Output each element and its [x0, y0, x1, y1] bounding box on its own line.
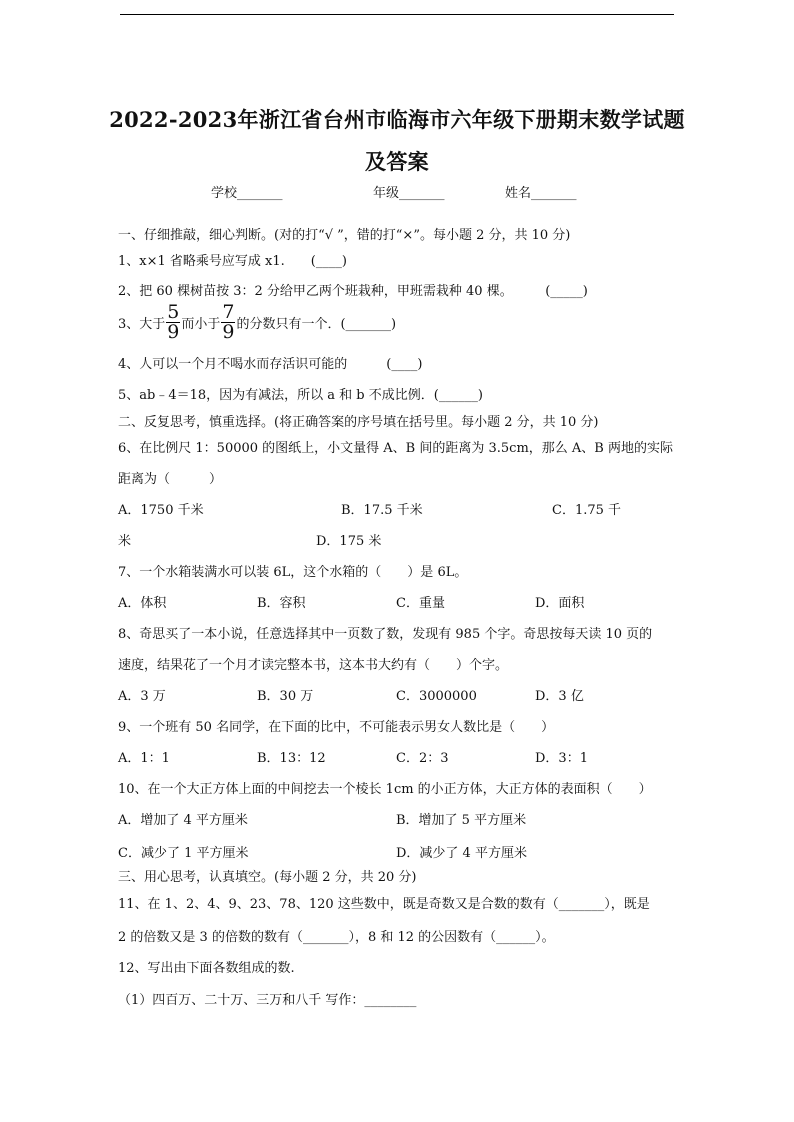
q3-prefix: 3、大于 — [118, 317, 166, 332]
q10-option-d: D．减少了 4 平方厘米 — [396, 846, 527, 861]
name-field: 姓名_______ — [505, 186, 577, 201]
q7-option-d: D．面积 — [535, 596, 585, 611]
q3-middle: 而小于 — [181, 317, 221, 332]
question-1: 1、x×1 省略乘号应写成 x1. (____) — [118, 254, 347, 269]
question-11-line2: 2 的倍数又是 3 的倍数的数有（_______），8 和 12 的公因数有（______）。 — [118, 930, 555, 945]
q9-option-d: D．3：1 — [535, 751, 588, 766]
question-3 — [118, 303, 396, 342]
q8-option-c: C．3000000 — [396, 689, 477, 704]
question-11-line1: 11、在 1、2、4、9、23、78、120 这些数中，既是奇数又是合数的数有（_______），既是 — [118, 897, 650, 912]
question-2: 2、把 60 棵树苗按 3：2 分给甲乙两个班栽种，甲班需栽种 40 棵。 (_____) — [118, 284, 588, 299]
q9-option-a: A．1：1 — [118, 751, 170, 766]
q6-option-c-cont: 米 — [118, 534, 132, 549]
page-title: 2022-2023年浙江省台州市临海市六年级下册期末数学试题 — [109, 107, 685, 132]
q6-option-b: B．17.5 千米 — [341, 503, 423, 518]
q7-option-b: B．容积 — [257, 596, 306, 611]
question-6-line1: 6、在比例尺 1：50000 的图纸上，小文量得 A、B 间的距离为 3.5cm，那么 A、B 两地的实际 — [118, 441, 673, 456]
fraction-5-9: $\frac{5}{9}$ — [167, 301, 180, 343]
q7-option-a: A．体积 — [118, 596, 167, 611]
section-2-heading: 二、反复思考，慎重选择。(将正确答案的序号填在括号里。每小题 2 分，共 10 分) — [118, 415, 599, 430]
q8-option-a: A．3 万 — [118, 689, 166, 704]
q8-option-d: D．3 亿 — [535, 689, 584, 704]
page-title-cont: 及答案 — [365, 149, 429, 174]
q7-option-c: C．重量 — [396, 596, 445, 611]
q9-option-b: B．13：12 — [257, 751, 326, 766]
question-12: 12、写出由下面各数组成的数. — [118, 961, 295, 976]
q8-option-b: B．30 万 — [257, 689, 314, 704]
q10-option-a: A．增加了 4 平方厘米 — [118, 813, 248, 828]
question-5: 5、ab﹣4＝18，因为有减法，所以 a 和 b 不成比例．(______) — [118, 388, 483, 403]
q6-option-d: D．175 米 — [316, 534, 382, 549]
question-6-line2: 距离为（ ） — [118, 472, 223, 487]
school-field: 学校_______ — [211, 186, 283, 201]
section-1-heading: 一、仔细推敲，细心判断。(对的打“√ ”，错的打“×”。每小题 2 分，共 10 分) — [118, 228, 571, 243]
q10-option-b: B．增加了 5 平方厘米 — [396, 813, 527, 828]
q9-option-c: C．2：3 — [396, 751, 449, 766]
q10-option-c: C．减少了 1 平方厘米 — [118, 846, 249, 861]
question-12-sub1: （1）四百万、二十万、三万和八千 写作：________ — [118, 993, 417, 1008]
q6-option-c: C．1.75 千 — [552, 503, 622, 518]
question-8-line1: 8、奇思买了一本小说，任意选择其中一页数了数，发现有 985 个字。奇思按每天读 10 页的 — [118, 627, 653, 642]
top-rule — [120, 14, 674, 15]
question-8-line2: 速度，结果花了一个月才读完整本书，这本书大约有（ ）个字。 — [118, 658, 509, 673]
question-4: 4、人可以一个月不喝水而存活识可能的 (____) — [118, 357, 423, 372]
fraction-7-9: $\frac{7}{9}$ — [222, 301, 235, 343]
q3-suffix: 的分数只有一个．(_______) — [236, 317, 397, 332]
question-10: 10、在一个大正方体上面的中间挖去一个棱长 1cm 的小正方体，大正方体的表面积（ ） — [118, 782, 652, 797]
question-9: 9、一个班有 50 名同学，在下面的比中，不可能表示男女人数比是（ ） — [118, 720, 555, 735]
question-7: 7、一个水箱装满水可以装 6L，这个水箱的（ ）是 6L。 — [118, 565, 468, 580]
q6-option-a: A．1750 千米 — [118, 503, 204, 518]
grade-field: 年级_______ — [373, 186, 445, 201]
section-3-heading: 三、用心思考，认真填空。(每小题 2 分，共 20 分) — [118, 870, 417, 885]
